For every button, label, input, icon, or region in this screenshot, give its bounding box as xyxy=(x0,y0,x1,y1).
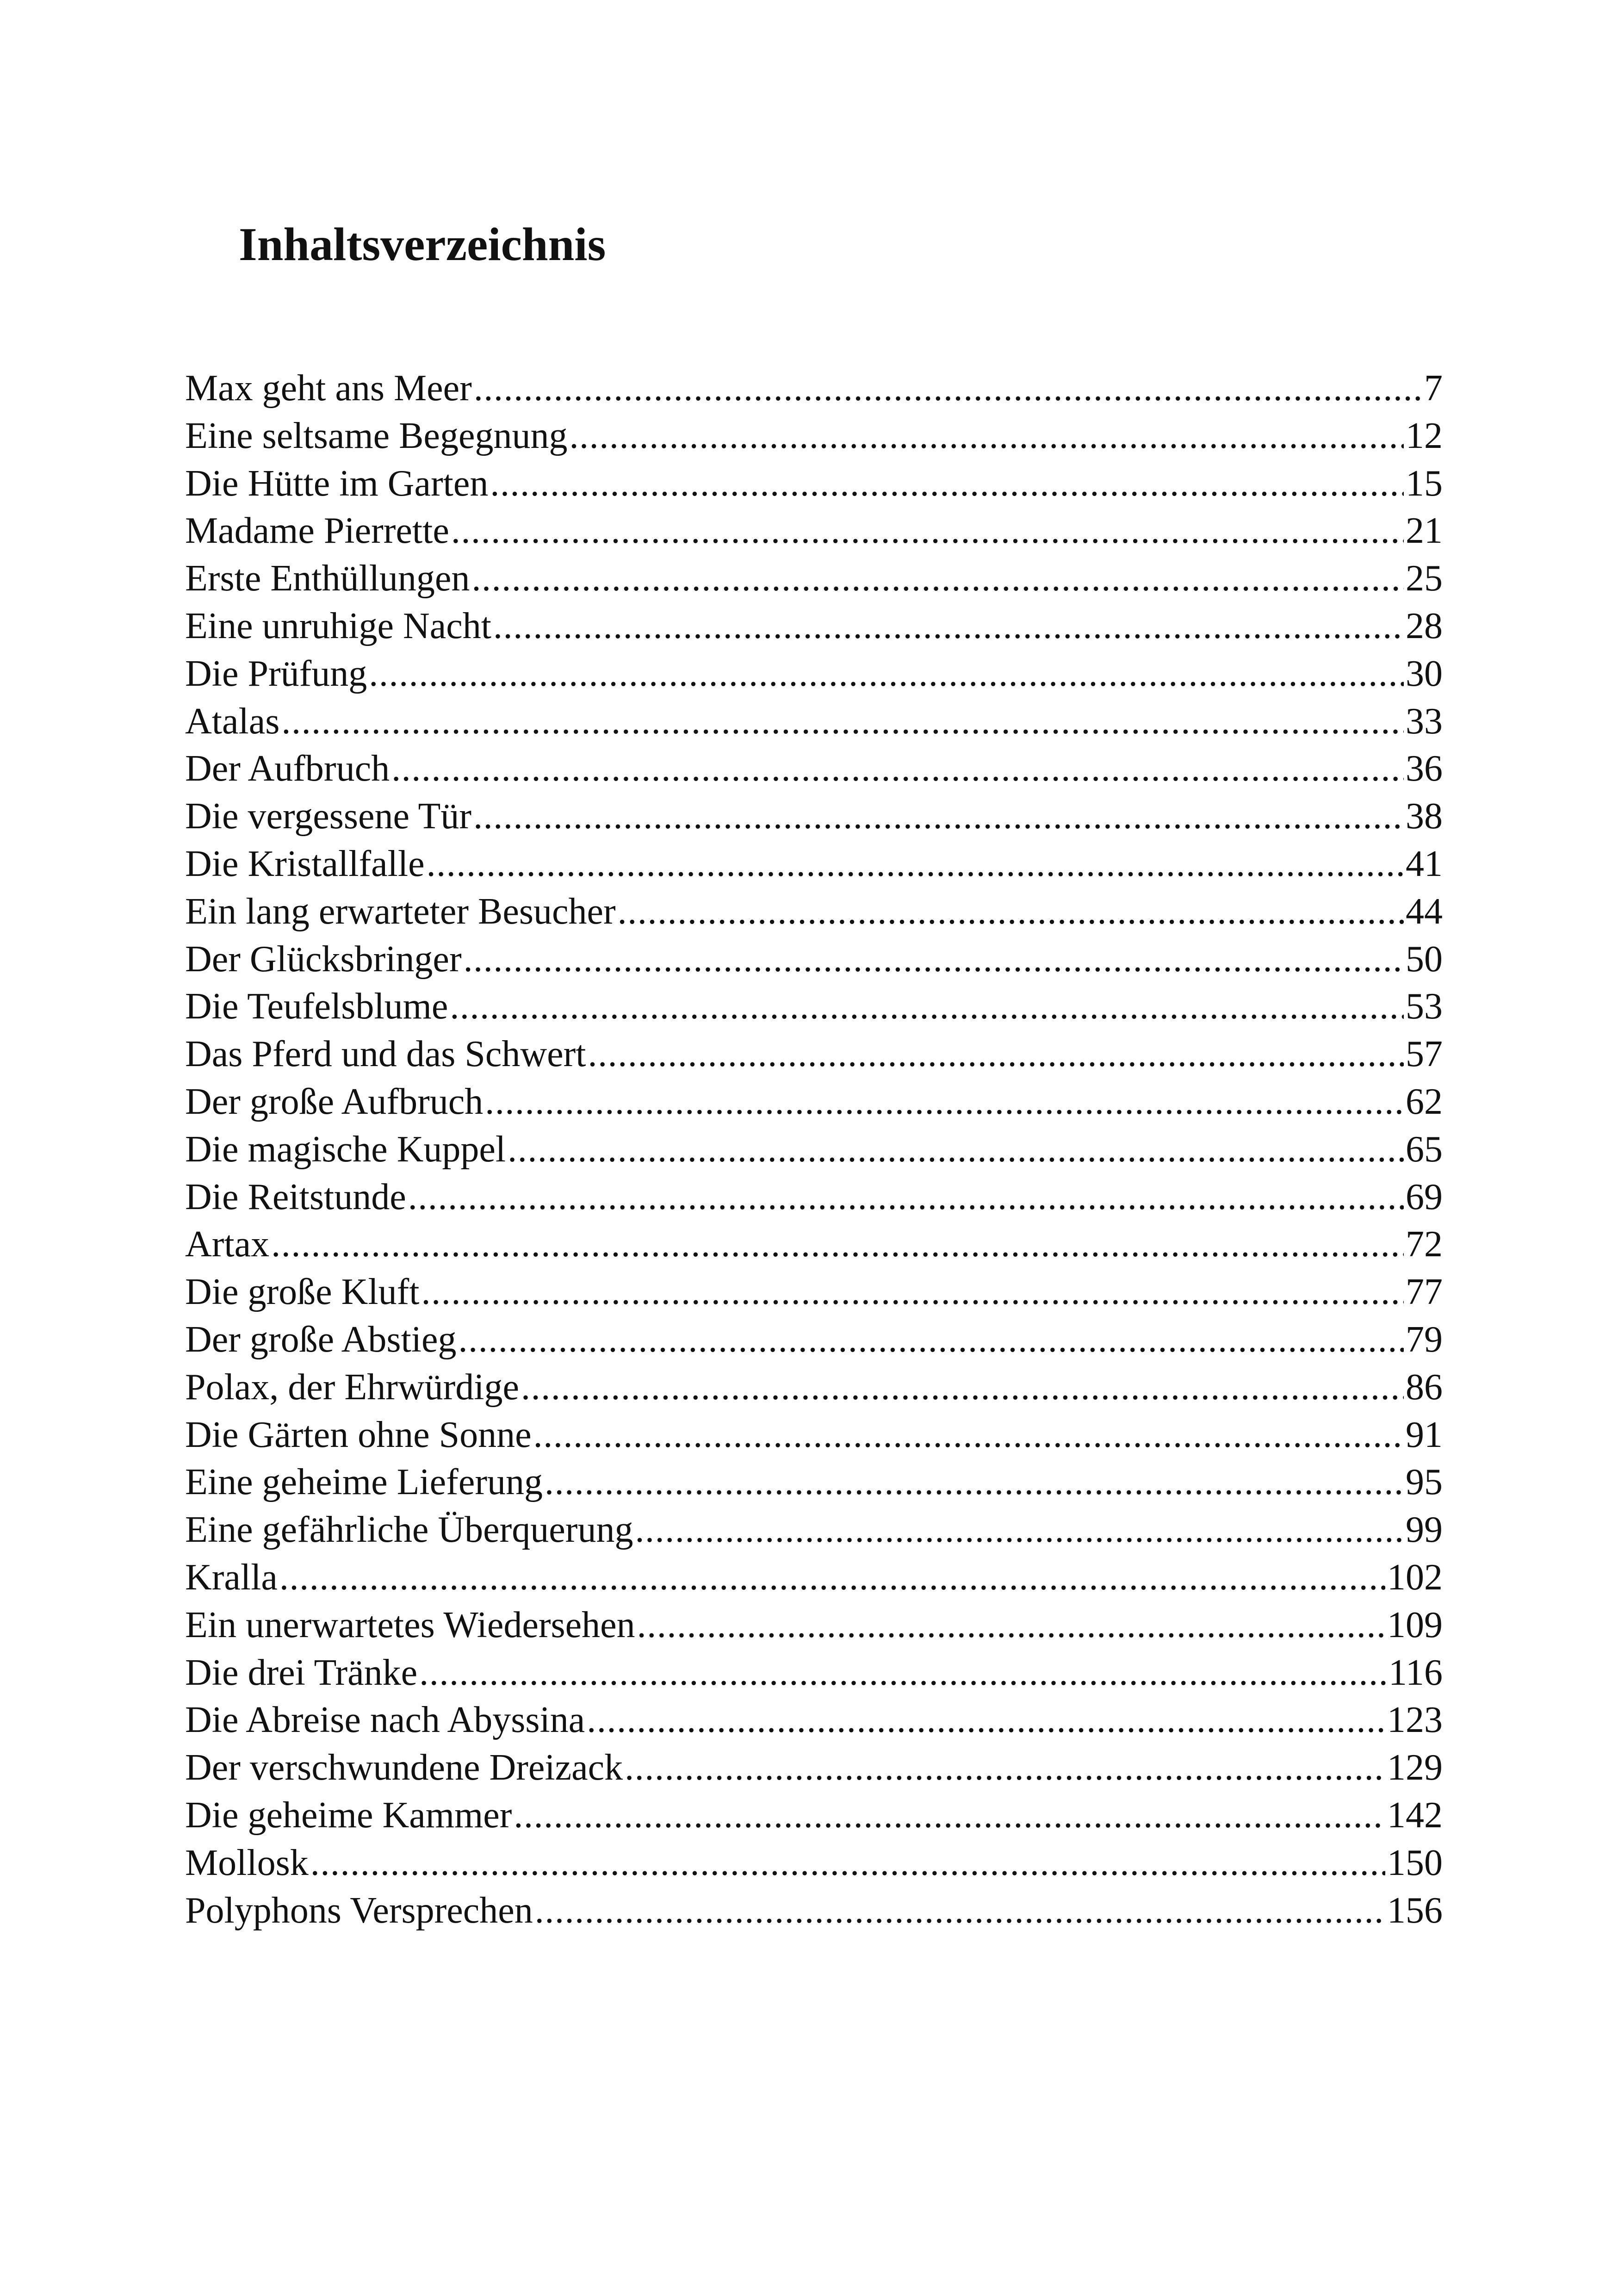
toc-entry-title: Die vergessene Tür xyxy=(185,796,472,837)
dot-leader xyxy=(535,1887,1385,1935)
dot-leader xyxy=(508,1126,1404,1173)
toc-entry xyxy=(185,888,1443,936)
dot-leader xyxy=(279,1554,1385,1601)
toc-entry xyxy=(185,936,1443,983)
toc-entry-title: Artax xyxy=(185,1224,270,1265)
dot-leader xyxy=(514,1792,1385,1839)
toc-entry xyxy=(185,650,1443,698)
toc-entry xyxy=(185,1696,1443,1744)
toc-entry-title: Erste Enthüllungen xyxy=(185,558,470,599)
toc-entry-title: Die Reitstunde xyxy=(185,1176,406,1217)
toc-entry-title: Der Glücksbringer xyxy=(185,938,462,980)
toc-entry-title: Ein unerwartetes Wiedersehen xyxy=(185,1604,635,1645)
toc-entry xyxy=(185,602,1443,650)
toc-entry-title: Die geheime Kammer xyxy=(185,1794,512,1836)
toc-entry-page-number: 33 xyxy=(1406,701,1443,742)
toc-entry xyxy=(185,1411,1443,1459)
toc-entry xyxy=(185,1839,1443,1887)
dot-leader xyxy=(635,1506,1404,1554)
toc-entry xyxy=(185,840,1443,888)
dot-leader xyxy=(637,1601,1385,1649)
toc-entry-title: Die drei Tränke xyxy=(185,1652,418,1693)
dot-leader xyxy=(493,602,1404,650)
toc-entry-page-number: 77 xyxy=(1406,1272,1443,1313)
dot-leader xyxy=(427,840,1404,888)
toc-entry-title: Der Aufbruch xyxy=(185,748,390,789)
toc-entry-page-number: 95 xyxy=(1406,1462,1443,1503)
dot-leader xyxy=(450,983,1404,1030)
toc-entry xyxy=(185,365,1443,412)
toc-entry-page-number: 156 xyxy=(1387,1890,1443,1931)
toc-entry-title: Madame Pierrette xyxy=(185,510,449,552)
toc-entry-page-number: 57 xyxy=(1406,1034,1443,1075)
toc-entry-title: Die magische Kuppel xyxy=(185,1129,506,1170)
toc-entry-title: Die Hütte im Garten xyxy=(185,463,489,504)
toc-entry-title: Der große Abstieg xyxy=(185,1319,457,1360)
dot-leader xyxy=(281,698,1404,745)
toc-entry-title: Ein lang erwarteter Besucher xyxy=(185,891,616,932)
dot-leader xyxy=(569,412,1404,460)
dot-leader xyxy=(459,1316,1404,1364)
dot-leader xyxy=(533,1411,1404,1459)
toc-entry-title: Mollosk xyxy=(185,1842,309,1883)
toc-entry-page-number: 123 xyxy=(1387,1700,1443,1741)
toc-entry-title: Der verschwundene Dreizack xyxy=(185,1747,623,1788)
dot-leader xyxy=(408,1173,1404,1221)
toc-entry-title: Polyphons Versprechen xyxy=(185,1890,533,1931)
toc-entry xyxy=(185,1554,1443,1601)
toc-entry xyxy=(185,460,1443,508)
toc-entry xyxy=(185,698,1443,745)
dot-leader xyxy=(369,650,1404,698)
dot-leader xyxy=(391,745,1404,793)
toc-entry xyxy=(185,412,1443,460)
toc-entry xyxy=(185,1316,1443,1364)
toc-entry-title: Das Pferd und das Schwert xyxy=(185,1034,586,1075)
toc-entry-page-number: 62 xyxy=(1406,1081,1443,1122)
toc-entry-title: Polax, der Ehrwürdige xyxy=(185,1366,520,1408)
dot-leader xyxy=(588,1030,1404,1078)
toc-entry-page-number: 72 xyxy=(1406,1224,1443,1265)
toc-entry-title: Eine geheime Lieferung xyxy=(185,1462,543,1503)
toc-entry xyxy=(185,793,1443,840)
toc-entry-title: Kralla xyxy=(185,1557,278,1598)
toc-entry-page-number: 41 xyxy=(1406,843,1443,884)
toc-entry-title: Eine gefährliche Überquerung xyxy=(185,1509,633,1551)
toc-entry xyxy=(185,1458,1443,1506)
toc-entry-page-number: 30 xyxy=(1406,653,1443,694)
dot-leader xyxy=(625,1744,1385,1792)
toc-entry-title: Eine unruhige Nacht xyxy=(185,605,491,646)
toc-entry-title: Atalas xyxy=(185,701,280,742)
toc-entry-page-number: 38 xyxy=(1406,796,1443,837)
toc-entry-page-number: 53 xyxy=(1406,986,1443,1027)
toc-entry-page-number: 50 xyxy=(1406,938,1443,980)
dot-leader xyxy=(422,1268,1404,1316)
toc-entry xyxy=(185,1364,1443,1411)
toc-entry xyxy=(185,1601,1443,1649)
toc-entry xyxy=(185,555,1443,602)
toc-entry xyxy=(185,1030,1443,1078)
dot-leader xyxy=(271,1221,1404,1268)
dot-leader xyxy=(310,1839,1385,1887)
toc-entry-title: Max geht ans Meer xyxy=(185,368,472,409)
dot-leader xyxy=(521,1364,1404,1411)
dot-leader xyxy=(545,1458,1404,1506)
dot-leader xyxy=(587,1696,1385,1744)
toc-entry-title: Die Prüfung xyxy=(185,653,367,694)
toc-entry-page-number: 28 xyxy=(1406,605,1443,646)
toc-entry-title: Die Teufelsblume xyxy=(185,986,448,1027)
dot-leader xyxy=(451,507,1404,555)
toc-entry-title: Die Kristallfalle xyxy=(185,843,425,884)
toc-entry-page-number: 21 xyxy=(1406,510,1443,552)
dot-leader xyxy=(464,936,1404,983)
toc-entry xyxy=(185,1744,1443,1792)
toc-entry-page-number: 129 xyxy=(1387,1747,1443,1788)
toc-entry xyxy=(185,1173,1443,1221)
toc-entry-title: Die Gärten ohne Sonne xyxy=(185,1414,532,1455)
toc-entry-page-number: 69 xyxy=(1406,1176,1443,1217)
table-of-contents xyxy=(185,365,1443,1934)
toc-entry xyxy=(185,1221,1443,1268)
toc-entry-page-number: 102 xyxy=(1387,1557,1443,1598)
toc-entry xyxy=(185,507,1443,555)
toc-entry-page-number: 91 xyxy=(1406,1414,1443,1455)
toc-entry-title: Die große Kluft xyxy=(185,1272,420,1313)
dot-leader xyxy=(490,460,1404,508)
toc-entry-page-number: 79 xyxy=(1406,1319,1443,1360)
toc-entry-page-number: 7 xyxy=(1424,368,1443,409)
dot-leader xyxy=(471,555,1404,602)
toc-entry xyxy=(185,1078,1443,1126)
toc-entry xyxy=(185,1649,1443,1697)
dot-leader xyxy=(474,365,1422,412)
page-title: Inhaltsverzeichnis xyxy=(239,218,606,271)
toc-entry-page-number: 25 xyxy=(1406,558,1443,599)
toc-entry-page-number: 109 xyxy=(1387,1604,1443,1645)
toc-entry xyxy=(185,1506,1443,1554)
dot-leader xyxy=(485,1078,1404,1126)
toc-entry-page-number: 99 xyxy=(1406,1509,1443,1551)
toc-entry xyxy=(185,745,1443,793)
toc-entry xyxy=(185,983,1443,1030)
toc-entry-page-number: 116 xyxy=(1388,1652,1443,1693)
toc-entry-page-number: 15 xyxy=(1406,463,1443,504)
toc-entry xyxy=(185,1792,1443,1839)
toc-entry-title: Eine seltsame Begegnung xyxy=(185,415,568,456)
dot-leader xyxy=(473,793,1404,840)
toc-entry-title: Der große Aufbruch xyxy=(185,1081,484,1122)
toc-entry-page-number: 65 xyxy=(1406,1129,1443,1170)
dot-leader xyxy=(618,888,1404,936)
toc-entry-page-number: 44 xyxy=(1406,891,1443,932)
toc-entry-page-number: 12 xyxy=(1406,415,1443,456)
toc-entry xyxy=(185,1887,1443,1935)
toc-entry-page-number: 86 xyxy=(1406,1366,1443,1408)
toc-entry-title: Die Abreise nach Abyssina xyxy=(185,1700,585,1741)
toc-entry-page-number: 150 xyxy=(1387,1842,1443,1883)
toc-entry xyxy=(185,1268,1443,1316)
toc-entry-page-number: 142 xyxy=(1387,1794,1443,1836)
toc-entry xyxy=(185,1126,1443,1173)
dot-leader xyxy=(419,1649,1387,1697)
toc-entry-page-number: 36 xyxy=(1406,748,1443,789)
